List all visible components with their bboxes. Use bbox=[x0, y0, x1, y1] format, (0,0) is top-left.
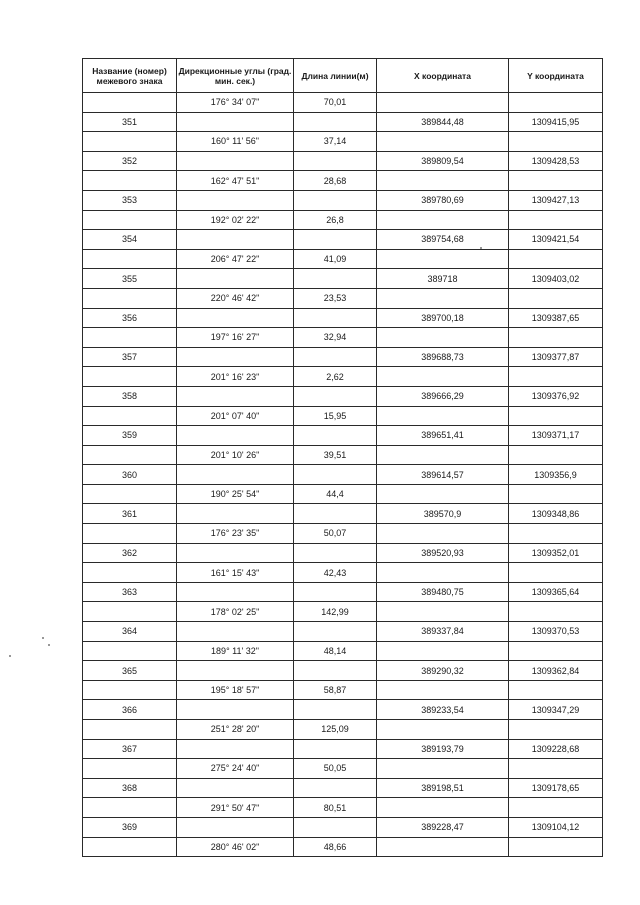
empty-cell bbox=[177, 504, 294, 524]
x-coordinate-cell: 389520,93 bbox=[377, 543, 509, 563]
direction-angle-cell: 251° 28' 20" bbox=[177, 720, 294, 740]
table-header-row bbox=[83, 59, 603, 93]
empty-cell bbox=[377, 680, 509, 700]
segment-row bbox=[83, 837, 603, 857]
boundary-mark-row bbox=[83, 817, 603, 837]
line-length-cell: 39,51 bbox=[294, 445, 377, 465]
empty-cell bbox=[177, 465, 294, 485]
y-coordinate-cell: 1309377,87 bbox=[509, 347, 603, 367]
segment-row bbox=[83, 445, 603, 465]
line-length-cell: 80,51 bbox=[294, 798, 377, 818]
empty-cell bbox=[294, 151, 377, 171]
empty-cell bbox=[294, 347, 377, 367]
x-coordinate-cell: 389718 bbox=[377, 269, 509, 289]
x-coordinate-cell: 389337,84 bbox=[377, 622, 509, 642]
empty-cell bbox=[294, 504, 377, 524]
empty-cell bbox=[177, 739, 294, 759]
x-coordinate-cell: 389809,54 bbox=[377, 151, 509, 171]
segment-row bbox=[83, 641, 603, 661]
empty-cell bbox=[177, 661, 294, 681]
direction-angle-cell: 280° 46' 02" bbox=[177, 837, 294, 857]
empty-cell bbox=[294, 661, 377, 681]
line-length-cell: 41,09 bbox=[294, 249, 377, 269]
y-coordinate-cell: 1309352,01 bbox=[509, 543, 603, 563]
boundary-mark-row bbox=[83, 386, 603, 406]
empty-cell bbox=[294, 543, 377, 563]
mark-name-cell: 363 bbox=[83, 582, 177, 602]
empty-cell bbox=[83, 484, 177, 504]
empty-cell bbox=[83, 837, 177, 857]
line-length-cell: 58,87 bbox=[294, 680, 377, 700]
empty-cell bbox=[294, 622, 377, 642]
y-coordinate-cell: 1309371,17 bbox=[509, 426, 603, 446]
scan-speck bbox=[48, 644, 50, 646]
empty-cell bbox=[294, 426, 377, 446]
segment-row bbox=[83, 524, 603, 544]
mark-name-cell: 360 bbox=[83, 465, 177, 485]
empty-cell bbox=[377, 132, 509, 152]
empty-cell bbox=[294, 739, 377, 759]
boundary-mark-row bbox=[83, 230, 603, 250]
empty-cell bbox=[83, 563, 177, 583]
empty-cell bbox=[509, 288, 603, 308]
x-coordinate-cell: 389844,48 bbox=[377, 112, 509, 132]
direction-angle-cell: 176° 34' 07" bbox=[177, 93, 294, 113]
empty-cell bbox=[509, 249, 603, 269]
header-mark-name: Название (номер) межевого знака bbox=[83, 59, 177, 93]
boundary-marks-table bbox=[82, 58, 603, 857]
empty-cell bbox=[83, 328, 177, 348]
empty-cell bbox=[294, 700, 377, 720]
segment-row bbox=[83, 132, 603, 152]
empty-cell bbox=[509, 641, 603, 661]
empty-cell bbox=[377, 249, 509, 269]
y-coordinate-cell: 1309356,9 bbox=[509, 465, 603, 485]
y-coordinate-cell: 1309403,02 bbox=[509, 269, 603, 289]
empty-cell bbox=[509, 680, 603, 700]
empty-cell bbox=[294, 582, 377, 602]
empty-cell bbox=[83, 288, 177, 308]
line-length-cell: 44,4 bbox=[294, 484, 377, 504]
empty-cell bbox=[509, 602, 603, 622]
boundary-mark-row bbox=[83, 308, 603, 328]
header-direction-angles: Дирекционные углы (град. мин. сек.) bbox=[177, 59, 294, 93]
segment-row bbox=[83, 406, 603, 426]
y-coordinate-cell: 1309178,65 bbox=[509, 778, 603, 798]
x-coordinate-cell: 389290,32 bbox=[377, 661, 509, 681]
direction-angle-cell: 275° 24' 40" bbox=[177, 759, 294, 779]
empty-cell bbox=[177, 778, 294, 798]
empty-cell bbox=[377, 720, 509, 740]
direction-angle-cell: 162° 47' 51" bbox=[177, 171, 294, 191]
empty-cell bbox=[377, 288, 509, 308]
empty-cell bbox=[377, 445, 509, 465]
empty-cell bbox=[294, 817, 377, 837]
empty-cell bbox=[509, 171, 603, 191]
segment-row bbox=[83, 484, 603, 504]
line-length-cell: 26,8 bbox=[294, 210, 377, 230]
x-coordinate-cell: 389666,29 bbox=[377, 386, 509, 406]
boundary-mark-row bbox=[83, 778, 603, 798]
empty-cell bbox=[509, 798, 603, 818]
y-coordinate-cell: 1309421,54 bbox=[509, 230, 603, 250]
direction-angle-cell: 201° 07' 40" bbox=[177, 406, 294, 426]
empty-cell bbox=[177, 269, 294, 289]
segment-row bbox=[83, 249, 603, 269]
segment-row bbox=[83, 328, 603, 348]
segment-row bbox=[83, 720, 603, 740]
empty-cell bbox=[83, 680, 177, 700]
empty-cell bbox=[509, 367, 603, 387]
empty-cell bbox=[83, 406, 177, 426]
direction-angle-cell: 197° 16' 27" bbox=[177, 328, 294, 348]
empty-cell bbox=[177, 386, 294, 406]
segment-row bbox=[83, 602, 603, 622]
empty-cell bbox=[83, 524, 177, 544]
empty-cell bbox=[509, 524, 603, 544]
segment-row bbox=[83, 367, 603, 387]
empty-cell bbox=[294, 308, 377, 328]
line-length-cell: 28,68 bbox=[294, 171, 377, 191]
y-coordinate-cell: 1309415,95 bbox=[509, 112, 603, 132]
direction-angle-cell: 206° 47' 22" bbox=[177, 249, 294, 269]
x-coordinate-cell: 389700,18 bbox=[377, 308, 509, 328]
empty-cell bbox=[177, 700, 294, 720]
y-coordinate-cell: 1309365,64 bbox=[509, 582, 603, 602]
direction-angle-cell: 192° 02' 22" bbox=[177, 210, 294, 230]
mark-name-cell: 351 bbox=[83, 112, 177, 132]
empty-cell bbox=[377, 367, 509, 387]
boundary-mark-row bbox=[83, 112, 603, 132]
boundary-mark-row bbox=[83, 739, 603, 759]
empty-cell bbox=[509, 445, 603, 465]
segment-row bbox=[83, 798, 603, 818]
empty-cell bbox=[377, 93, 509, 113]
y-coordinate-cell: 1309348,86 bbox=[509, 504, 603, 524]
empty-cell bbox=[83, 249, 177, 269]
header-y-coordinate: Y координата bbox=[509, 59, 603, 93]
empty-cell bbox=[177, 347, 294, 367]
empty-cell bbox=[377, 798, 509, 818]
direction-angle-cell: 176° 23' 35" bbox=[177, 524, 294, 544]
direction-angle-cell: 178° 02' 25" bbox=[177, 602, 294, 622]
empty-cell bbox=[177, 426, 294, 446]
mark-name-cell: 362 bbox=[83, 543, 177, 563]
mark-name-cell: 359 bbox=[83, 426, 177, 446]
x-coordinate-cell: 389480,75 bbox=[377, 582, 509, 602]
line-length-cell: 32,94 bbox=[294, 328, 377, 348]
direction-angle-cell: 201° 10' 26" bbox=[177, 445, 294, 465]
empty-cell bbox=[377, 524, 509, 544]
empty-cell bbox=[177, 230, 294, 250]
empty-cell bbox=[177, 308, 294, 328]
empty-cell bbox=[83, 759, 177, 779]
direction-angle-cell: 201° 16' 23" bbox=[177, 367, 294, 387]
line-length-cell: 15,95 bbox=[294, 406, 377, 426]
direction-angle-cell: 220° 46' 42" bbox=[177, 288, 294, 308]
empty-cell bbox=[377, 406, 509, 426]
x-coordinate-cell: 389780,69 bbox=[377, 190, 509, 210]
boundary-mark-row bbox=[83, 622, 603, 642]
segment-row bbox=[83, 210, 603, 230]
mark-name-cell: 357 bbox=[83, 347, 177, 367]
segment-row bbox=[83, 680, 603, 700]
x-coordinate-cell: 389754,68 bbox=[377, 230, 509, 250]
empty-cell bbox=[83, 798, 177, 818]
boundary-mark-row bbox=[83, 504, 603, 524]
direction-angle-cell: 291° 50' 47" bbox=[177, 798, 294, 818]
y-coordinate-cell: 1309370,53 bbox=[509, 622, 603, 642]
empty-cell bbox=[509, 132, 603, 152]
segment-row bbox=[83, 171, 603, 191]
empty-cell bbox=[377, 484, 509, 504]
boundary-mark-row bbox=[83, 661, 603, 681]
segment-row bbox=[83, 93, 603, 113]
boundary-mark-row bbox=[83, 700, 603, 720]
empty-cell bbox=[509, 484, 603, 504]
direction-angle-cell: 195° 18' 57" bbox=[177, 680, 294, 700]
direction-angle-cell: 160° 11' 56" bbox=[177, 132, 294, 152]
empty-cell bbox=[83, 602, 177, 622]
mark-name-cell: 355 bbox=[83, 269, 177, 289]
empty-cell bbox=[83, 93, 177, 113]
empty-cell bbox=[509, 837, 603, 857]
empty-cell bbox=[294, 190, 377, 210]
mark-name-cell: 354 bbox=[83, 230, 177, 250]
empty-cell bbox=[83, 210, 177, 230]
empty-cell bbox=[294, 112, 377, 132]
mark-name-cell: 368 bbox=[83, 778, 177, 798]
empty-cell bbox=[83, 171, 177, 191]
boundary-mark-row bbox=[83, 190, 603, 210]
empty-cell bbox=[509, 759, 603, 779]
empty-cell bbox=[83, 641, 177, 661]
scan-speck bbox=[42, 637, 44, 639]
boundary-mark-row bbox=[83, 582, 603, 602]
mark-name-cell: 366 bbox=[83, 700, 177, 720]
empty-cell bbox=[377, 837, 509, 857]
empty-cell bbox=[377, 171, 509, 191]
header-x-coordinate: X координата bbox=[377, 59, 509, 93]
mark-name-cell: 352 bbox=[83, 151, 177, 171]
empty-cell bbox=[377, 602, 509, 622]
y-coordinate-cell: 1309228,68 bbox=[509, 739, 603, 759]
line-length-cell: 23,53 bbox=[294, 288, 377, 308]
empty-cell bbox=[509, 406, 603, 426]
y-coordinate-cell: 1309376,92 bbox=[509, 386, 603, 406]
segment-row bbox=[83, 563, 603, 583]
mark-name-cell: 367 bbox=[83, 739, 177, 759]
mark-name-cell: 364 bbox=[83, 622, 177, 642]
mark-name-cell: 369 bbox=[83, 817, 177, 837]
empty-cell bbox=[177, 543, 294, 563]
y-coordinate-cell: 1309428,53 bbox=[509, 151, 603, 171]
empty-cell bbox=[177, 190, 294, 210]
empty-cell bbox=[294, 269, 377, 289]
empty-cell bbox=[509, 563, 603, 583]
segment-row bbox=[83, 288, 603, 308]
empty-cell bbox=[177, 582, 294, 602]
mark-name-cell: 353 bbox=[83, 190, 177, 210]
empty-cell bbox=[177, 622, 294, 642]
line-length-cell: 142,99 bbox=[294, 602, 377, 622]
empty-cell bbox=[509, 720, 603, 740]
empty-cell bbox=[377, 210, 509, 230]
empty-cell bbox=[83, 445, 177, 465]
line-length-cell: 50,05 bbox=[294, 759, 377, 779]
mark-name-cell: 356 bbox=[83, 308, 177, 328]
empty-cell bbox=[377, 563, 509, 583]
line-length-cell: 37,14 bbox=[294, 132, 377, 152]
line-length-cell: 42,43 bbox=[294, 563, 377, 583]
y-coordinate-cell: 1309362,84 bbox=[509, 661, 603, 681]
line-length-cell: 125,09 bbox=[294, 720, 377, 740]
table-body bbox=[83, 93, 603, 857]
empty-cell bbox=[177, 112, 294, 132]
segment-row bbox=[83, 759, 603, 779]
boundary-mark-row bbox=[83, 347, 603, 367]
x-coordinate-cell: 389233,54 bbox=[377, 700, 509, 720]
boundary-mark-row bbox=[83, 465, 603, 485]
y-coordinate-cell: 1309387,65 bbox=[509, 308, 603, 328]
mark-name-cell: 361 bbox=[83, 504, 177, 524]
mark-name-cell: 365 bbox=[83, 661, 177, 681]
empty-cell bbox=[377, 641, 509, 661]
line-length-cell: 70,01 bbox=[294, 93, 377, 113]
empty-cell bbox=[177, 151, 294, 171]
empty-cell bbox=[83, 132, 177, 152]
empty-cell bbox=[294, 230, 377, 250]
y-coordinate-cell: 1309427,13 bbox=[509, 190, 603, 210]
empty-cell bbox=[294, 778, 377, 798]
boundary-mark-row bbox=[83, 543, 603, 563]
x-coordinate-cell: 389688,73 bbox=[377, 347, 509, 367]
empty-cell bbox=[294, 386, 377, 406]
x-coordinate-cell: 389651,41 bbox=[377, 426, 509, 446]
empty-cell bbox=[509, 328, 603, 348]
direction-angle-cell: 189° 11' 32" bbox=[177, 641, 294, 661]
line-length-cell: 48,66 bbox=[294, 837, 377, 857]
empty-cell bbox=[377, 759, 509, 779]
empty-cell bbox=[294, 465, 377, 485]
header-line-length: Длина линии(м) bbox=[294, 59, 377, 93]
empty-cell bbox=[509, 93, 603, 113]
x-coordinate-cell: 389193,79 bbox=[377, 739, 509, 759]
empty-cell bbox=[83, 720, 177, 740]
boundary-mark-row bbox=[83, 269, 603, 289]
boundary-mark-row bbox=[83, 151, 603, 171]
empty-cell bbox=[509, 210, 603, 230]
line-length-cell: 50,07 bbox=[294, 524, 377, 544]
boundary-mark-row bbox=[83, 426, 603, 446]
direction-angle-cell: 190° 25' 54" bbox=[177, 484, 294, 504]
empty-cell bbox=[377, 328, 509, 348]
empty-cell bbox=[83, 367, 177, 387]
y-coordinate-cell: 1309347,29 bbox=[509, 700, 603, 720]
x-coordinate-cell: 389570,9 bbox=[377, 504, 509, 524]
direction-angle-cell: 161° 15' 43" bbox=[177, 563, 294, 583]
scan-speck bbox=[480, 247, 482, 249]
y-coordinate-cell: 1309104,12 bbox=[509, 817, 603, 837]
line-length-cell: 48,14 bbox=[294, 641, 377, 661]
mark-name-cell: 358 bbox=[83, 386, 177, 406]
line-length-cell: 2,62 bbox=[294, 367, 377, 387]
scan-speck bbox=[9, 655, 11, 657]
x-coordinate-cell: 389198,51 bbox=[377, 778, 509, 798]
x-coordinate-cell: 389228,47 bbox=[377, 817, 509, 837]
x-coordinate-cell: 389614,57 bbox=[377, 465, 509, 485]
empty-cell bbox=[177, 817, 294, 837]
